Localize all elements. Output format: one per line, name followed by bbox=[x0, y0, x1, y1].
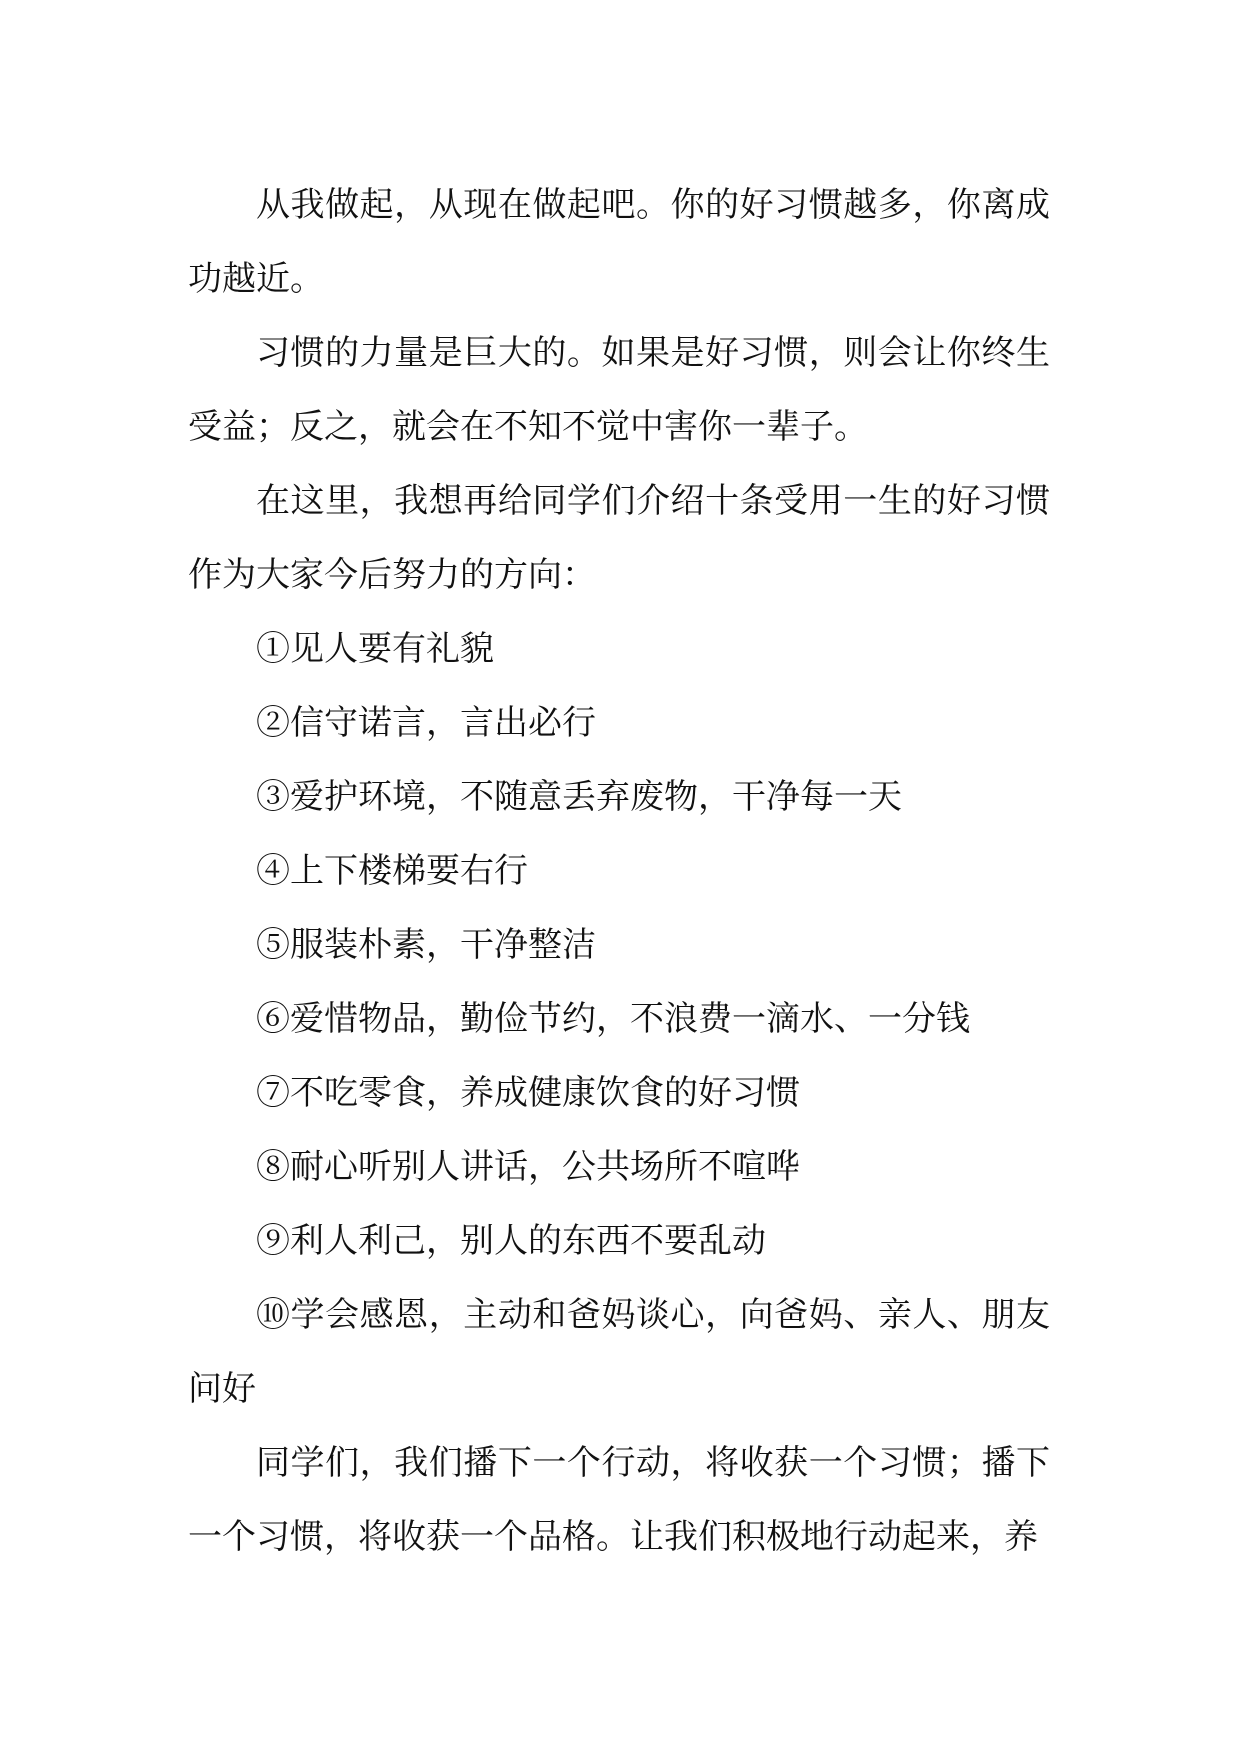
habit-item-3: ③爱护环境，不随意丢弃废物，干净每一天 bbox=[256, 777, 902, 817]
habit-item-1: ①见人要有礼貌 bbox=[256, 629, 494, 669]
habit-item-4: ④上下楼梯要右行 bbox=[256, 851, 528, 891]
habit-list bbox=[188, 612, 1050, 1426]
habit-item-2: ②信守诺言，言出必行 bbox=[256, 703, 596, 743]
paragraph-start-now: 从我做起，从现在做起吧。你的好习惯越多，你离成功越近。 bbox=[188, 185, 1050, 299]
paragraph-power-of-habit: 习惯的力量是巨大的。如果是好习惯，则会让你终生受益；反之，就会在不知不觉中害你一辈子。 bbox=[188, 333, 1050, 447]
habit-item-5: ⑤服装朴素，干净整洁 bbox=[256, 925, 596, 965]
paragraph-closing: 同学们，我们播下一个行动，将收获一个习惯；播下一个习惯，将收获一个品格。让我们积极地行动起来，养 bbox=[188, 1443, 1050, 1557]
habit-item-6: ⑥爱惜物品，勤俭节约，不浪费一滴水、一分钱 bbox=[256, 999, 970, 1039]
habit-item-7: ⑦不吃零食，养成健康饮食的好习惯 bbox=[256, 1073, 800, 1113]
habit-item-10: ⑩学会感恩，主动和爸妈谈心，向爸妈、亲人、朋友问好 bbox=[188, 1295, 1050, 1409]
paragraph-introduce-habits: 在这里，我想再给同学们介绍十条受用一生的好习惯作为大家今后努力的方向： bbox=[188, 481, 1050, 595]
habit-item-8: ⑧耐心听别人讲话，公共场所不喧哗 bbox=[256, 1147, 800, 1187]
document-body bbox=[188, 168, 1050, 1574]
habit-item-9: ⑨利人利己，别人的东西不要乱动 bbox=[256, 1221, 766, 1261]
